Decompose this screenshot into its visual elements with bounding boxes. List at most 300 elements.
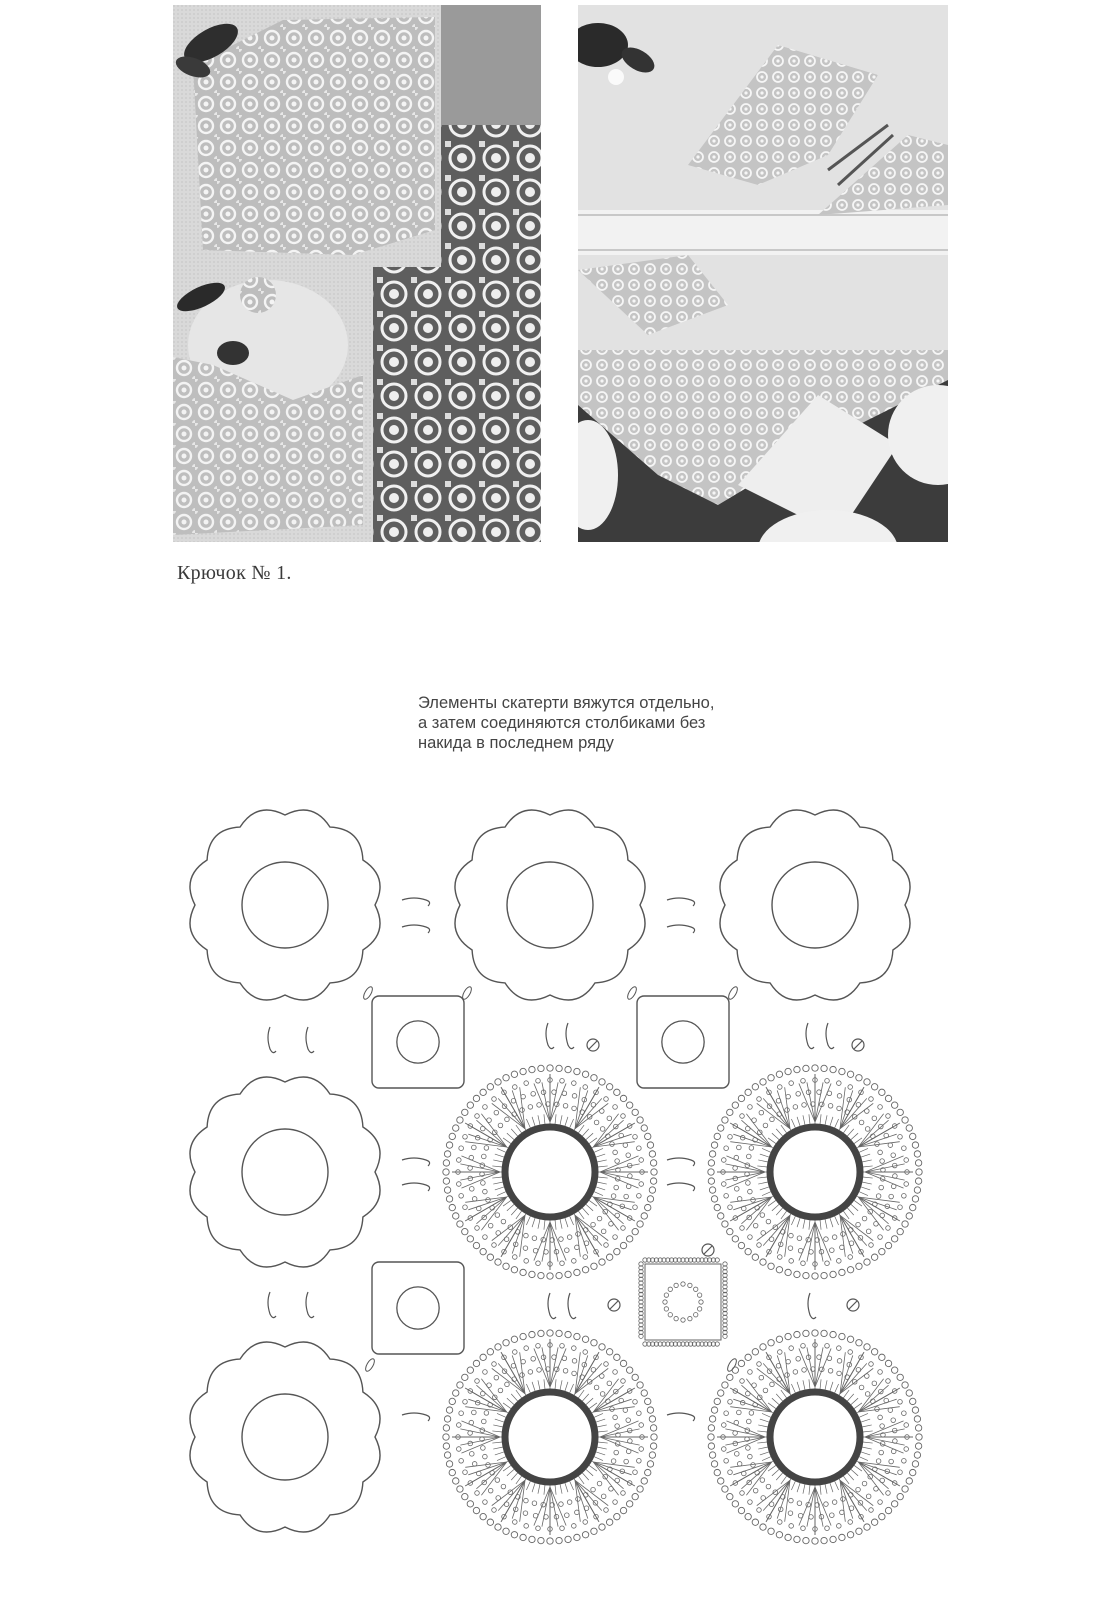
chain-stitch (560, 1261, 565, 1266)
chain-stitch (797, 1236, 802, 1241)
dc-stitch (492, 1368, 525, 1393)
picot-stitch (606, 1349, 612, 1355)
picot-stitch (760, 1344, 766, 1350)
sc-stitch (851, 1398, 858, 1405)
sc-stitch (781, 1211, 787, 1219)
picot-stitch (912, 1461, 918, 1467)
picot-stitch (582, 1267, 588, 1273)
chain-stitch (501, 1219, 506, 1224)
chain-stitch (637, 1411, 642, 1416)
picot-stitch (914, 1151, 920, 1157)
chain-stitch (740, 1379, 745, 1384)
picot-stitch (768, 1340, 774, 1346)
sc-stitch (803, 1484, 805, 1494)
picot-stitch (714, 1469, 720, 1475)
sc-stitch (803, 1219, 805, 1229)
chain-stitch (597, 1481, 602, 1486)
sc-stitch (492, 1442, 502, 1443)
sc-stitch (565, 1382, 568, 1392)
picot-stitch (732, 1102, 738, 1108)
sc-stitch (570, 1384, 574, 1393)
picot-stitch (565, 1536, 571, 1542)
sc-stitch (497, 1148, 506, 1152)
chain-stitch (492, 1243, 497, 1248)
sc-stitch (594, 1413, 603, 1417)
sc-stitch (560, 1219, 562, 1229)
dc-stitch (865, 1437, 904, 1453)
dc-stitch (461, 1156, 500, 1172)
sc-stitch (570, 1481, 574, 1490)
round-motif-outline (720, 810, 910, 1000)
chain-stitch (484, 1146, 489, 1151)
chain-stitch (904, 1447, 909, 1452)
chain-stitch (523, 1246, 528, 1251)
chain-stitch (879, 1185, 884, 1190)
sc-stitch (532, 1382, 535, 1392)
dc-stitch (550, 1222, 566, 1261)
sc-stitch (760, 1154, 770, 1157)
start-marker-icon (589, 1041, 597, 1049)
sc-stitch (594, 1192, 603, 1196)
hook-caption: Крючок № 1. (177, 562, 292, 584)
chain-stitch (866, 1229, 871, 1234)
picot-stitch (591, 1263, 597, 1269)
chain-stitch (624, 1194, 629, 1199)
picot-stitch (914, 1416, 920, 1422)
picot-stitch (897, 1493, 903, 1499)
sc-stitch (861, 1452, 871, 1455)
picot-stitch (449, 1398, 455, 1404)
sc-stitch (555, 1114, 556, 1124)
picot-stitch (651, 1169, 657, 1175)
sc-stitch (538, 1484, 540, 1494)
sc-stitch (862, 1447, 872, 1449)
picot-stitch (714, 1398, 720, 1404)
chain-stitch (757, 1362, 762, 1367)
dc-stitch (575, 1480, 608, 1505)
chain-stitch (613, 1105, 618, 1110)
chain-stitch (825, 1526, 830, 1531)
sc-stitch (582, 1208, 589, 1215)
chain-stitch (639, 1182, 644, 1187)
sc-stitch (507, 1204, 514, 1211)
picot-stitch (626, 1501, 632, 1507)
chain-stitch (521, 1094, 526, 1099)
dc-stitch (481, 1379, 506, 1412)
picot-stitch (910, 1398, 916, 1404)
picot-stitch (830, 1271, 836, 1277)
picot-stitch (511, 1071, 517, 1077)
sc-stitch (776, 1129, 783, 1136)
chain-stitch (624, 1459, 629, 1464)
picot-stitch (794, 1536, 800, 1542)
picot-stitch (885, 1242, 891, 1248)
sc-stitch (803, 1380, 805, 1390)
chain-stitch (583, 1085, 588, 1090)
chain-stitch (865, 1127, 870, 1132)
sc-stitch (825, 1219, 827, 1229)
picot-stitch (606, 1254, 612, 1260)
picot-stitch (912, 1142, 918, 1148)
chain-stitch (737, 1145, 742, 1150)
picot-stitch (752, 1254, 758, 1260)
picot-stitch (745, 1513, 751, 1519)
picot-stitch (708, 1434, 714, 1440)
sc-stitch (597, 1425, 607, 1427)
sc-stitch (861, 1154, 871, 1157)
sc-stitch (768, 1403, 776, 1409)
picot-stitch (891, 1367, 897, 1373)
chain-stitch (559, 1502, 564, 1507)
sc-stitch (570, 1216, 574, 1225)
sc-stitch (544, 1114, 545, 1124)
sc-stitch (594, 1457, 603, 1461)
chain-stitch (789, 1233, 794, 1238)
sc-stitch (863, 1166, 873, 1167)
chain-stitch (492, 1362, 497, 1367)
sc-stitch (854, 1138, 862, 1144)
chain-stitch (749, 1411, 754, 1416)
picot-stitch (446, 1196, 452, 1202)
chain-stitch (869, 1508, 874, 1513)
chain-stitch (563, 1104, 568, 1109)
sc-stitch (597, 1160, 607, 1162)
picot-stitch (910, 1469, 916, 1475)
chain-stitch (524, 1233, 529, 1238)
sc-stitch (757, 1431, 767, 1432)
picot-stitch (722, 1221, 728, 1227)
chain-stitch (475, 1491, 480, 1496)
chain-stitch (637, 1459, 642, 1464)
chain-stitch (456, 1158, 461, 1163)
chain-stitch (734, 1187, 739, 1192)
dc-stitch (593, 1462, 618, 1495)
picot-stitch (649, 1187, 655, 1193)
chain-stitch (597, 1216, 602, 1221)
picot-stitch (760, 1259, 766, 1265)
chain-stitch (740, 1226, 745, 1231)
sc-stitch (859, 1148, 868, 1152)
picot-stitch (591, 1528, 597, 1534)
sc-stitch (835, 1481, 839, 1490)
chain-stitch (567, 1235, 572, 1240)
dc-stitch (799, 1348, 815, 1387)
sc-stitch (854, 1465, 862, 1471)
chain-stitch (886, 1114, 891, 1119)
chain-stitch (524, 1346, 529, 1351)
chain-stitch (891, 1153, 896, 1158)
chain-stitch (481, 1446, 486, 1451)
chain-stitch (876, 1459, 881, 1464)
picot-stitch (547, 1065, 553, 1071)
sc-stitch (772, 1204, 779, 1211)
chain-stitch (532, 1236, 537, 1241)
sc-stitch (820, 1114, 821, 1124)
chain-stitch (848, 1085, 853, 1090)
picot-stitch (444, 1151, 450, 1157)
dc-stitch (815, 1487, 831, 1526)
chain-stitch (898, 1205, 903, 1210)
chain-stitch (830, 1513, 835, 1518)
chain-stitch (528, 1370, 533, 1375)
square-center-ring (662, 1021, 704, 1063)
chain-stitch (869, 1097, 874, 1102)
join-arrow-icon (808, 1293, 816, 1319)
chain-stitch (856, 1487, 861, 1492)
sc-stitch (503, 1465, 511, 1471)
picot-stitch (462, 1493, 468, 1499)
dc-stitch (550, 1348, 566, 1387)
chain-stitch (740, 1114, 745, 1119)
picot-stitch (812, 1273, 818, 1279)
chain-stitch (746, 1446, 751, 1451)
picot-stitch (591, 1340, 597, 1346)
picot-stitch (457, 1382, 463, 1388)
chain-stitch (572, 1081, 577, 1086)
chain-stitch (623, 1408, 628, 1413)
sc-stitch (507, 1398, 514, 1405)
picot-stitch (457, 1486, 463, 1492)
picot-stitch (645, 1398, 651, 1404)
picot-stitch (520, 1534, 526, 1540)
join-arrow-icon (667, 898, 695, 906)
picot-stitch (776, 1532, 782, 1538)
chain-stitch (859, 1385, 864, 1390)
chain-stitch (523, 1511, 528, 1516)
chain-stitch (600, 1127, 605, 1132)
join-arrow-icon (402, 898, 430, 906)
dc-stitch (593, 1379, 618, 1412)
join-arrow-icon (548, 1293, 556, 1319)
picot-stitch (718, 1125, 724, 1131)
chain-stitch (664, 1293, 668, 1297)
chain-stitch (748, 1189, 753, 1194)
sc-stitch (526, 1384, 530, 1393)
picot-stitch (651, 1434, 657, 1440)
chain-stitch (721, 1182, 726, 1187)
chain-stitch (721, 1447, 726, 1452)
sc-stitch (758, 1447, 768, 1449)
sc-stitch (825, 1484, 827, 1494)
sc-stitch (596, 1452, 606, 1455)
join-arrow-icon (667, 1183, 695, 1191)
sc-stitch (861, 1187, 871, 1190)
dc-stitch (746, 1379, 771, 1412)
chain-stitch (825, 1343, 830, 1348)
chain-stitch (512, 1255, 517, 1260)
chain-stitch (789, 1498, 794, 1503)
picot-stitch (574, 1269, 580, 1275)
chain-stitch (463, 1134, 468, 1139)
sc-stitch (762, 1457, 771, 1461)
chain-stitch (789, 1346, 794, 1351)
chain-stitch (872, 1381, 877, 1386)
chain-stitch (591, 1222, 596, 1227)
picot-stitch (839, 1269, 845, 1275)
sc-stitch (757, 1166, 767, 1167)
dc-stitch (461, 1421, 500, 1437)
chain-stitch (904, 1158, 909, 1163)
chain-stitch (492, 1508, 497, 1513)
picot-stitch (626, 1367, 632, 1373)
chain-stitch (728, 1205, 733, 1210)
picot-stitch (480, 1513, 486, 1519)
chain-stitch (524, 1498, 529, 1503)
chain-stitch (494, 1110, 499, 1115)
picot-stitch (902, 1486, 908, 1492)
dc-stitch (746, 1114, 771, 1147)
sc-stitch (851, 1469, 858, 1476)
sc-stitch (847, 1208, 854, 1215)
picot-stitch (647, 1196, 653, 1202)
picot-stitch (727, 1228, 733, 1234)
chain-stitch (837, 1106, 842, 1111)
picot-stitch (520, 1269, 526, 1275)
picot-stitch (444, 1452, 450, 1458)
sc-stitch (565, 1218, 568, 1228)
join-arrow-icon (566, 1023, 574, 1049)
picot-stitch (538, 1272, 544, 1278)
picot-stitch (708, 1169, 714, 1175)
join-arrow-icon (806, 1023, 814, 1049)
picot-stitch (885, 1507, 891, 1513)
join-arrow-icon (306, 1027, 314, 1053)
chain-stitch (481, 1181, 486, 1186)
picot-stitch (785, 1333, 791, 1339)
sc-stitch (762, 1148, 771, 1152)
sc-stitch (497, 1192, 506, 1196)
dc-stitch (600, 1437, 639, 1453)
start-marker-icon (854, 1041, 862, 1049)
picot-stitch (620, 1507, 626, 1513)
chain-stitch (572, 1346, 577, 1351)
chain-stitch (613, 1150, 618, 1155)
chain-stitch (604, 1097, 609, 1102)
sc-stitch (797, 1382, 800, 1392)
chain-stitch (505, 1382, 510, 1387)
chain-stitch (746, 1181, 751, 1186)
sc-stitch (809, 1220, 810, 1230)
sc-stitch (578, 1125, 584, 1133)
chain-stitch (724, 1411, 729, 1416)
chain-stitch (793, 1370, 798, 1375)
chain-stitch (674, 1283, 678, 1287)
picot-stitch (711, 1461, 717, 1467)
picot-stitch (752, 1084, 758, 1090)
note-line: накида в последнем ряду (418, 734, 614, 752)
join-arrow-icon (402, 1158, 430, 1166)
sc-stitch (598, 1166, 608, 1167)
chain-stitch (524, 1259, 529, 1264)
sc-stitch (843, 1476, 849, 1484)
chain-stitch (575, 1510, 580, 1515)
picot-stitch (891, 1102, 897, 1108)
chain-stitch (560, 1526, 565, 1531)
picot-stitch (538, 1330, 544, 1336)
dc-stitch (840, 1103, 873, 1128)
picot-stitch (565, 1271, 571, 1277)
sc-stitch (503, 1200, 511, 1206)
chain-stitch (837, 1371, 842, 1376)
chain-stitch (777, 1085, 782, 1090)
sc-stitch (586, 1204, 593, 1211)
dc-stitch (746, 1197, 771, 1230)
chain-stitch (633, 1205, 638, 1210)
sc-stitch (863, 1431, 873, 1432)
chain-stitch (536, 1343, 541, 1348)
chain-stitch (724, 1459, 729, 1464)
picot-stitch (457, 1221, 463, 1227)
chain-stitch (621, 1379, 626, 1384)
picot-stitch (645, 1204, 651, 1210)
chain-stitch (748, 1370, 753, 1375)
chain-stitch (621, 1491, 626, 1496)
picot-stitch (718, 1390, 724, 1396)
chain-stitch (766, 1484, 771, 1489)
sc-stitch (758, 1160, 768, 1162)
picot-stitch (821, 1537, 827, 1543)
picot-stitch (745, 1248, 751, 1254)
picot-stitch (480, 1248, 486, 1254)
picot-stitch (473, 1507, 479, 1513)
chain-stitch (560, 1078, 565, 1083)
sc-stitch (830, 1117, 833, 1127)
picot-stitch (538, 1537, 544, 1543)
motif-center-ring (242, 1129, 328, 1215)
chain-stitch (869, 1362, 874, 1367)
picot-stitch (446, 1407, 452, 1413)
dc-stitch (600, 1156, 639, 1172)
sc-stitch (762, 1413, 771, 1417)
chain-stitch (796, 1091, 801, 1096)
chain-stitch (728, 1399, 733, 1404)
dc-stitch (840, 1215, 873, 1240)
sc-stitch (830, 1218, 833, 1228)
chain-stitch (583, 1350, 588, 1355)
chain-stitch (663, 1300, 667, 1304)
chain-stitch (614, 1450, 619, 1455)
picot-stitch (856, 1528, 862, 1534)
sc-stitch (511, 1394, 518, 1401)
dc-stitch (600, 1172, 639, 1188)
chain-stitch (889, 1194, 894, 1199)
picot-stitch (495, 1079, 501, 1085)
chain-stitch (788, 1246, 793, 1251)
chain-stitch (898, 1399, 903, 1404)
sc-stitch (835, 1119, 839, 1128)
chain-stitch (488, 1223, 493, 1228)
chain-stitch (472, 1145, 477, 1150)
sc-stitch (820, 1220, 821, 1230)
joining-loop-icon (726, 1357, 738, 1372)
picot-stitch (641, 1478, 647, 1484)
picot-stitch (453, 1213, 459, 1219)
chain-stitch (770, 1382, 775, 1387)
chain-stitch (880, 1159, 885, 1164)
chain-stitch (475, 1114, 480, 1119)
picot-stitch (910, 1204, 916, 1210)
dc-stitch (865, 1156, 904, 1172)
sc-stitch (565, 1483, 568, 1493)
chain-stitch (848, 1255, 853, 1260)
chain-stitch (886, 1491, 891, 1496)
sc-stitch (565, 1117, 568, 1127)
chain-stitch (488, 1488, 493, 1493)
chain-stitch (748, 1105, 753, 1110)
sc-stitch (495, 1419, 505, 1422)
picot-stitch (632, 1493, 638, 1499)
picot-stitch (732, 1236, 738, 1242)
